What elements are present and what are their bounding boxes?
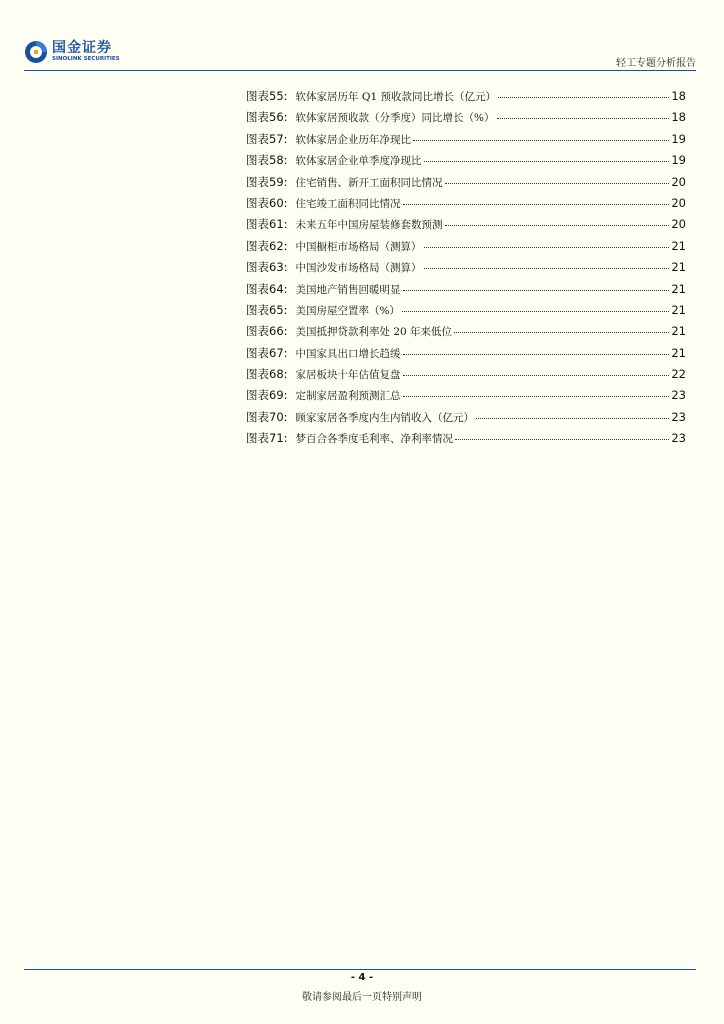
page-number: - 4 - bbox=[350, 972, 374, 983]
toc-entry-page: 18 bbox=[671, 89, 686, 103]
toc-row[interactable] bbox=[246, 109, 686, 130]
toc-dot-leader bbox=[413, 140, 669, 141]
toc-entry-page: 22 bbox=[671, 367, 686, 382]
toc-dot-leader bbox=[498, 97, 669, 98]
toc-entry-page: 21 bbox=[671, 302, 686, 317]
toc-entry-label: 图表58: bbox=[246, 153, 288, 168]
toc-entry-title: 中国沙发市场格局（测算） bbox=[295, 262, 422, 275]
toc-row[interactable] bbox=[246, 259, 686, 280]
toc-dot-leader bbox=[476, 418, 669, 419]
toc-row[interactable] bbox=[246, 409, 686, 430]
toc-entry-label: 图表61: bbox=[246, 217, 288, 232]
toc-entry-label: 图表63: bbox=[246, 260, 288, 275]
toc-entry-title: 美国抵押贷款利率处 20 年来低位 bbox=[295, 326, 453, 339]
toc-entry-title: 家居板块十年估值复盘 bbox=[295, 369, 401, 382]
toc-entry-title: 软体家居历年 Q1 预收款同比增长（亿元） bbox=[295, 91, 496, 103]
toc-dot-leader bbox=[402, 311, 669, 312]
toc-entry-title: 未来五年中国房屋装修套数预测 bbox=[295, 219, 443, 232]
toc-entry-title: 软体家居企业单季度净现比 bbox=[295, 155, 422, 168]
toc-entry-page: 20 bbox=[671, 195, 686, 210]
toc-entry-page: 19 bbox=[671, 131, 686, 146]
toc-row[interactable] bbox=[246, 323, 686, 344]
table-of-figures bbox=[246, 88, 686, 452]
toc-entry-title: 软体家居企业历年净现比 bbox=[295, 133, 412, 146]
toc-dot-leader bbox=[403, 204, 670, 205]
toc-entry-page: 20 bbox=[671, 174, 686, 189]
toc-entry-label: 图表59: bbox=[246, 174, 288, 189]
toc-dot-leader bbox=[424, 268, 670, 269]
toc-entry-title: 住宅竣工面积同比情况 bbox=[295, 197, 401, 210]
toc-entry-label: 图表70: bbox=[246, 409, 288, 424]
toc-row[interactable] bbox=[246, 345, 686, 366]
toc-row[interactable] bbox=[246, 302, 686, 323]
toc-entry-page: 23 bbox=[671, 388, 686, 403]
toc-entry-label: 图表69: bbox=[246, 388, 288, 403]
toc-entry-title: 美国房屋空置率（%） bbox=[295, 304, 400, 317]
toc-row[interactable] bbox=[246, 195, 686, 216]
toc-row[interactable] bbox=[246, 430, 686, 451]
toc-entry-title: 顾家家居各季度内生内销收入（亿元） bbox=[295, 411, 475, 424]
toc-entry-title: 住宅销售、新开工面积同比情况 bbox=[295, 176, 443, 189]
sinolink-logo-icon bbox=[24, 40, 48, 64]
toc-entry-label: 图表68: bbox=[246, 367, 288, 382]
toc-dot-leader bbox=[403, 354, 670, 355]
report-type: 轻工专题分析报告 bbox=[616, 58, 696, 69]
toc-entry-label: 图表66: bbox=[246, 324, 288, 339]
toc-entry-label: 图表56: bbox=[246, 110, 288, 125]
logo-english-name: SINOLINK SECURITIES bbox=[52, 56, 120, 62]
toc-dot-leader bbox=[445, 183, 670, 184]
toc-entry-label: 图表67: bbox=[246, 345, 288, 360]
toc-dot-leader bbox=[403, 375, 670, 376]
toc-entry-title: 中国家具出口增长趋缓 bbox=[295, 347, 401, 360]
toc-entry-title: 梦百合各季度毛利率、净利率情况 bbox=[295, 433, 454, 446]
toc-entry-page: 21 bbox=[671, 260, 686, 275]
toc-dot-leader bbox=[454, 332, 669, 333]
toc-dot-leader bbox=[424, 247, 670, 248]
footer-divider bbox=[24, 969, 696, 970]
toc-entry-label: 图表62: bbox=[246, 238, 288, 253]
toc-dot-leader bbox=[455, 439, 669, 440]
header-divider bbox=[24, 70, 696, 71]
toc-entry-label: 图表60: bbox=[246, 195, 288, 210]
toc-entry-title: 美国地产销售回暖明显 bbox=[295, 283, 401, 296]
toc-entry-page: 19 bbox=[671, 153, 686, 168]
toc-dot-leader bbox=[445, 225, 670, 226]
toc-row[interactable] bbox=[246, 152, 686, 173]
toc-dot-leader bbox=[497, 118, 670, 119]
logo-chinese-name: 国金证券 bbox=[52, 40, 112, 56]
toc-entry-page: 21 bbox=[671, 281, 686, 296]
company-logo bbox=[24, 40, 120, 64]
toc-entry-page: 21 bbox=[671, 324, 686, 339]
toc-dot-leader bbox=[424, 161, 670, 162]
toc-row[interactable] bbox=[246, 387, 686, 408]
toc-row[interactable] bbox=[246, 88, 686, 109]
toc-row[interactable] bbox=[246, 174, 686, 195]
toc-entry-page: 20 bbox=[671, 217, 686, 232]
toc-row[interactable] bbox=[246, 238, 686, 259]
toc-row[interactable] bbox=[246, 216, 686, 237]
toc-entry-label: 图表55: bbox=[246, 89, 288, 103]
toc-row[interactable] bbox=[246, 281, 686, 302]
toc-entry-title: 中国橱柜市场格局（测算） bbox=[295, 240, 422, 253]
toc-dot-leader bbox=[403, 396, 670, 397]
toc-entry-page: 21 bbox=[671, 238, 686, 253]
page-header bbox=[24, 40, 696, 70]
toc-entry-label: 图表64: bbox=[246, 281, 288, 296]
toc-row[interactable] bbox=[246, 131, 686, 152]
toc-entry-label: 图表65: bbox=[246, 302, 288, 317]
toc-entry-page: 18 bbox=[671, 110, 686, 125]
toc-entry-page: 23 bbox=[671, 431, 686, 446]
toc-entry-title: 软体家居预收款（分季度）同比增长（%） bbox=[295, 112, 495, 125]
toc-entry-label: 图表57: bbox=[246, 131, 288, 146]
toc-entry-page: 21 bbox=[671, 345, 686, 360]
toc-dot-leader bbox=[403, 290, 670, 291]
toc-entry-title: 定制家居盈利预测汇总 bbox=[295, 390, 401, 403]
toc-row[interactable] bbox=[246, 366, 686, 387]
footer-disclaimer: 敬请参阅最后一页特别声明 bbox=[302, 992, 422, 1003]
toc-entry-label: 图表71: bbox=[246, 431, 288, 446]
toc-entry-page: 23 bbox=[671, 409, 686, 424]
